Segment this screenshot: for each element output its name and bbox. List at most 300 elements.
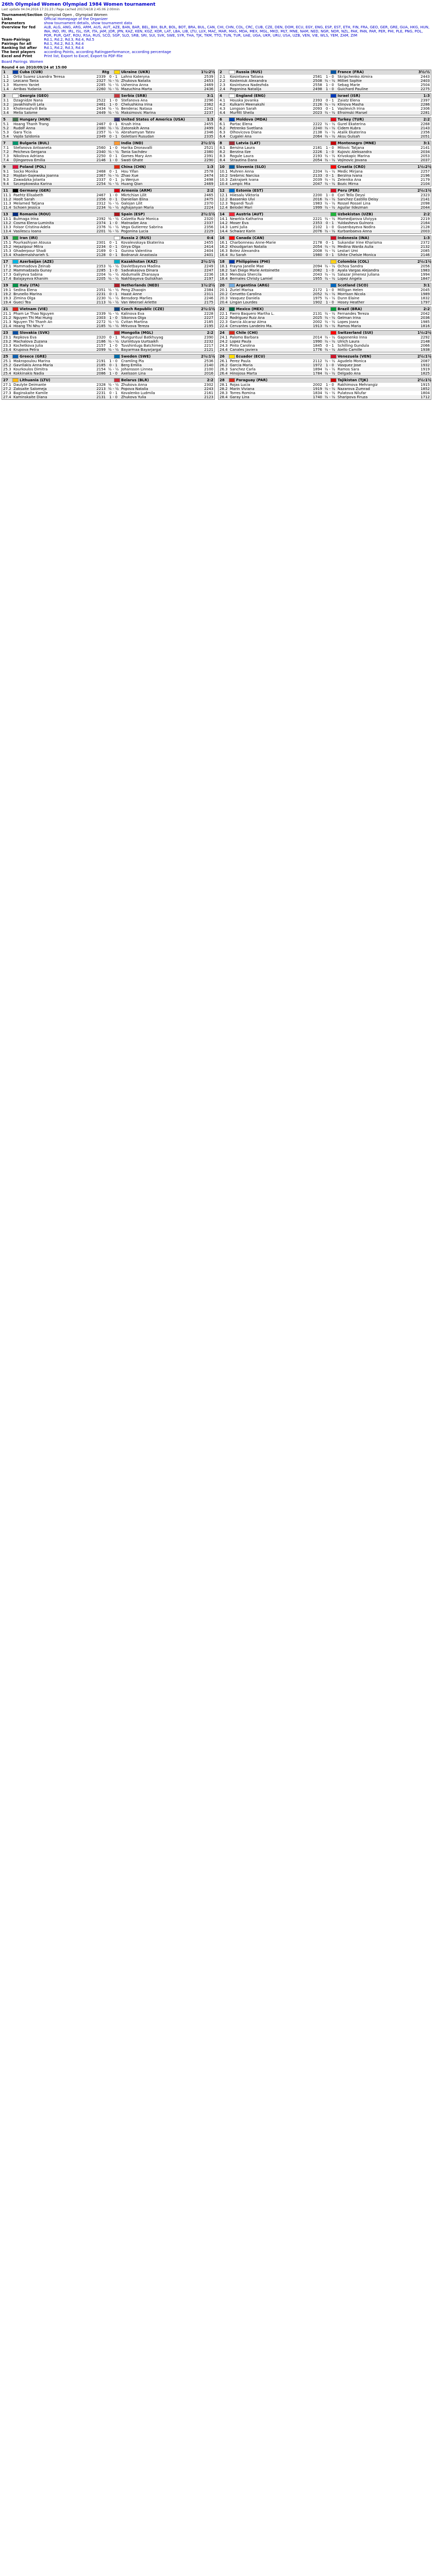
player-white[interactable]: Lopez Paula: [230, 340, 251, 344]
player-black[interactable]: Vasquez Jose: [338, 363, 361, 367]
player-white[interactable]: Bulmaga Irina: [13, 217, 39, 221]
player-white[interactable]: Muhren Anna: [230, 170, 254, 174]
player-white[interactable]: Kulkarni Meenakshi: [230, 103, 265, 107]
player-white[interactable]: Strautina Dana: [230, 158, 257, 162]
player-black[interactable]: Atalik Ekaterina: [338, 130, 366, 134]
team-home[interactable]: Azerbaijan (AZE): [11, 260, 98, 264]
player-white[interactable]: Baginskaite Kamile: [13, 391, 48, 395]
team-home[interactable]: Iran (IRI): [11, 236, 98, 241]
player-white[interactable]: Hinojosa Marta: [230, 371, 257, 376]
player-white[interactable]: Tepandi Tuuli: [230, 201, 254, 206]
player-black[interactable]: Sadvakasova Dinara: [121, 268, 158, 273]
player-black[interactable]: Rossel Rossel Lina: [338, 201, 371, 206]
team-home[interactable]: Poland (POL): [11, 165, 98, 170]
player-white[interactable]: Mammadova Zeinab: [13, 264, 51, 268]
player-black[interactable]: Mazuchina Marta: [121, 87, 152, 91]
team-away[interactable]: Israel (ISR): [329, 94, 416, 98]
team-away[interactable]: Sweden (SWE): [113, 354, 200, 359]
player-black[interactable]: Goletiani Rusudan: [121, 134, 154, 139]
player-black[interactable]: Bayarmaa Bayarjargal: [121, 348, 161, 352]
player-black[interactable]: Sikorova Olga: [121, 316, 146, 320]
player-white[interactable]: Daulyte Deimante: [13, 383, 46, 387]
player-black[interactable]: Guichard Pauline: [338, 87, 368, 91]
player-black[interactable]: Tuvshintugs Batchimeg: [121, 344, 163, 348]
player-white[interactable]: Krupova Petra: [13, 348, 39, 352]
player-black[interactable]: Harika Dronavalli: [121, 146, 153, 150]
player-white[interactable]: Partac Elena: [230, 122, 253, 126]
player-black[interactable]: Bensdorp Marlies: [121, 296, 153, 300]
team-away[interactable]: Armenia (ARM): [113, 189, 200, 193]
team-away[interactable]: China (CHN): [113, 165, 200, 170]
player-white[interactable]: Repkova Eva: [13, 335, 37, 340]
player-white[interactable]: Sanchez Carla: [230, 367, 256, 371]
player-white[interactable]: Mendoza Shercila: [230, 273, 262, 277]
player-black[interactable]: Hou Yifan: [121, 170, 139, 174]
info-value[interactable]: Rd.1, Rd.2, Rd.3, Rd.4, Rd.5: [44, 38, 94, 42]
player-black[interactable]: Zhao Xue: [121, 174, 139, 178]
player-white[interactable]: Galiyeva Sabina: [13, 273, 43, 277]
player-black[interactable]: Lopes Joara: [338, 320, 359, 324]
player-white[interactable]: Kochetkova Julia: [13, 344, 43, 348]
player-black[interactable]: Milligan Helen: [338, 288, 363, 292]
player-white[interactable]: Peicheva Gergana: [13, 150, 46, 154]
player-white[interactable]: Mammadzada Gunay: [13, 268, 52, 273]
player-black[interactable]: Popova Natalia: [121, 387, 148, 391]
team-home[interactable]: Italy (ITA): [11, 283, 98, 288]
player-white[interactable]: Balajayeva Khanim: [13, 277, 48, 281]
player-black[interactable]: Pulatova Nilufar: [338, 391, 366, 395]
player-black[interactable]: Cori Tello Deysi: [338, 193, 365, 197]
player-black[interactable]: Nazarova Zumrad: [338, 387, 370, 391]
team-home[interactable]: Russia (RUS): [228, 70, 315, 75]
team-away[interactable]: Tajikistan (TJK): [329, 378, 416, 383]
player-white[interactable]: Majdan-Gajewska Joanna: [13, 174, 59, 178]
player-black[interactable]: Maksimovic Marina: [121, 111, 156, 115]
player-black[interactable]: Bozic Mirna: [338, 182, 359, 186]
player-black[interactable]: Van Weersel Arlette: [121, 300, 157, 304]
player-black[interactable]: Ramos Maria: [338, 324, 361, 328]
player-white[interactable]: Olhovicova Diana: [230, 130, 262, 134]
team-home[interactable]: Canada (CAN): [228, 236, 315, 241]
player-white[interactable]: Zaksaite Salomeja: [13, 387, 47, 391]
rating-white: 2356: [96, 197, 106, 201]
player-white[interactable]: Rodriguez Ruiz Ana: [230, 316, 265, 320]
player-white[interactable]: Belodel Mari: [230, 206, 253, 210]
player-white[interactable]: Ortiz Suarez Lisandra Teresa: [13, 75, 65, 79]
player-black[interactable]: Kurbanbaeva Anna: [338, 229, 372, 233]
team-away[interactable]: Venezuela (VEN): [329, 354, 416, 359]
player-white[interactable]: Schoen Jessica: [13, 206, 40, 210]
player-white[interactable]: Marrero Yaniet: [13, 83, 40, 87]
player-black[interactable]: Mrkvova Tereza: [121, 324, 149, 328]
player-white[interactable]: Pourkashiyan Atousa: [13, 241, 51, 245]
player-white[interactable]: Nguyen Thi Mai Hung: [13, 316, 53, 320]
player-white[interactable]: Gara Ticia: [13, 130, 32, 134]
player-white[interactable]: Hoang Thi Nhu Y: [13, 324, 44, 328]
team-home[interactable]: Slovenia (SLO): [228, 165, 315, 170]
player-black[interactable]: Cramling Pia: [121, 359, 144, 363]
team-home[interactable]: Chile (CHI): [228, 331, 315, 335]
team-home[interactable]: Hungary (HUN): [11, 117, 98, 122]
player-black[interactable]: Gusenbayeva Nodira: [338, 225, 376, 229]
player-white[interactable]: Hoang Thanh Trang: [13, 122, 49, 126]
player-black[interactable]: Zatonskih Anna: [121, 126, 149, 130]
player-white[interactable]: Moser Eva: [230, 221, 249, 225]
team-away[interactable]: Czech Republic (CZE): [113, 307, 200, 312]
player-white[interactable]: Gueci Tea: [13, 300, 31, 304]
team-home[interactable]: Argentina (ARG): [228, 283, 315, 288]
player-white[interactable]: Socko Monika: [13, 170, 38, 174]
player-black[interactable]: Gomes Mary Ann: [121, 154, 152, 158]
player-black[interactable]: Ochoa Sandra: [338, 264, 363, 268]
player-black[interactable]: Calzetta Ruiz Monica: [121, 217, 159, 221]
player-black[interactable]: Haast Anne: [121, 292, 142, 296]
info-value[interactable]: show tournament details, show tournament data: [44, 21, 132, 25]
player-white[interactable]: Pogonina Natalija: [230, 87, 261, 91]
player-black[interactable]: Zhukova Anna: [121, 383, 147, 387]
player-black[interactable]: Peng Zhaoqin: [121, 288, 146, 292]
player-black[interactable]: Gunina Valentina: [121, 249, 152, 253]
player-white[interactable]: Arribas Yudania: [13, 87, 42, 91]
player-black[interactable]: Uuriintuya Uurtsaikh: [121, 340, 159, 344]
player-black[interactable]: Kujovic Aleksandra: [338, 150, 372, 154]
player-white[interactable]: Newrkla Katharina: [230, 217, 263, 221]
player-white[interactable]: Khoudgarian Natalia: [230, 245, 267, 249]
player-white[interactable]: Zawadzka Jolanta: [13, 178, 45, 182]
player-black[interactable]: Davletbayeva Madina: [121, 264, 161, 268]
player-black[interactable]: Benderac Natasa: [121, 107, 153, 111]
player-black[interactable]: Lestari Umi: [338, 249, 358, 253]
team-away[interactable]: Ukraine (UKR): [113, 70, 200, 75]
team-away[interactable]: Switzerland (SUI): [329, 331, 416, 335]
team-away[interactable]: Spain (ESP): [113, 212, 200, 217]
player-black[interactable]: Medina Warda Aulia: [338, 245, 374, 249]
player-black[interactable]: Tania Sachdev: [121, 150, 147, 154]
player-black[interactable]: Yuldasheva Gulnora: [338, 221, 374, 225]
board-number: 13.1: [3, 217, 11, 221]
player-white[interactable]: Djingarova Emilia: [13, 158, 45, 162]
player-white[interactable]: Charbonneau Anne-Marie: [230, 241, 276, 245]
player-black[interactable]: Chelushkina Irina: [121, 103, 153, 107]
player-black[interactable]: Aguilar Ildezman: [338, 206, 368, 210]
player-black[interactable]: Agudelo Monica: [338, 359, 366, 363]
team-away[interactable]: Indonesia (INA): [329, 236, 416, 241]
team-away[interactable]: France (FRA): [329, 70, 416, 75]
team-away[interactable]: Serbia (SRB): [113, 94, 200, 98]
nav-link-board-pairings[interactable]: Board Pairings: [2, 60, 28, 64]
player-white[interactable]: Szczepkowska Karina: [13, 182, 52, 186]
player-black[interactable]: Lahno Kateryna: [121, 75, 150, 79]
player-black[interactable]: Danielian Elina: [121, 197, 148, 201]
player-white[interactable]: Javakhishvili Lela: [13, 103, 44, 107]
player-black[interactable]: Aiello Camille: [338, 348, 362, 352]
player-black[interactable]: Aksu Gulsah: [338, 134, 360, 139]
player-black[interactable]: Medic Mirjana: [338, 170, 363, 174]
player-white[interactable]: Nguyen Thi Thanh An: [13, 320, 53, 324]
player-white[interactable]: Garcia Alcaraz Alma: [230, 320, 266, 324]
player-black[interactable]: Abdumalik Zhansaya: [121, 273, 159, 277]
player-black[interactable]: Mamedjarova Ulviyya: [338, 217, 377, 221]
player-black[interactable]: Zelenika Ana: [338, 178, 361, 182]
player-white[interactable]: Murfitt Sheila: [230, 111, 254, 115]
player-white[interactable]: Hoolt Sarah: [13, 197, 35, 201]
team-home[interactable]: Estonia (EST): [228, 189, 315, 193]
player-white[interactable]: Schwarz Karin: [230, 229, 256, 233]
player-white[interactable]: Berzina Ilze: [230, 150, 251, 154]
team-away[interactable]: India (IND): [113, 141, 200, 146]
player-black[interactable]: Munguntuul Batkhuyag: [121, 335, 163, 340]
team-away[interactable]: United States of America (USA): [113, 117, 200, 122]
team-home[interactable]: Philippines (PHI): [228, 260, 315, 264]
player-white[interactable]: Vasilescu Ioana: [13, 229, 41, 233]
player-white[interactable]: Garcia Maria: [230, 363, 253, 367]
player-white[interactable]: Lezcano Tania: [13, 79, 39, 83]
player-black[interactable]: Morrison Nicola: [338, 292, 366, 296]
player-black[interactable]: Cvitan Martina: [121, 320, 148, 324]
player-black[interactable]: Vojinovic Jovana: [338, 158, 367, 162]
team-home[interactable]: Latvia (LAT): [228, 141, 315, 146]
player-black[interactable]: Kovalevskaya Ekaterina: [121, 241, 164, 245]
player-white[interactable]: Hiiesalu Viktoria: [230, 193, 259, 197]
player-white[interactable]: Kosintseva Tatiana: [230, 75, 264, 79]
team-home[interactable]: Lithuania (LTU): [11, 378, 98, 383]
player-white[interactable]: Lampic Mia: [230, 182, 250, 186]
player-white[interactable]: Frayna Janelle Mae: [230, 264, 264, 268]
player-white[interactable]: Makropoulou Marina: [13, 359, 51, 363]
player-white[interactable]: Longson Sarah: [230, 107, 257, 111]
player-black[interactable]: Cidem Kubra: [338, 126, 361, 130]
player-black[interactable]: Milovic Tatjana: [338, 146, 364, 150]
player-white[interactable]: Lami Julia: [230, 225, 247, 229]
info-value[interactable]: Rd.1, Rd.2, Rd.3, Rd.4: [44, 46, 84, 50]
nav-link-women[interactable]: Women: [29, 60, 43, 64]
player-white[interactable]: Pinto Carolina: [230, 344, 255, 348]
player-white[interactable]: Dzagnidze Nana: [13, 98, 43, 103]
player-white[interactable]: Kokkinakis Nadia: [13, 371, 44, 376]
player-black[interactable]: Johansson Linnea: [121, 367, 153, 371]
player-white[interactable]: Stefanova Antoaneta: [13, 146, 52, 150]
player-black[interactable]: Salazar Jimenez Juliana: [338, 273, 380, 277]
team-away[interactable]: Brazil (BRA): [329, 307, 416, 312]
player-black[interactable]: Abrahamyan Tatev: [121, 130, 155, 134]
player-white[interactable]: Kosintseva Nadezhda: [230, 83, 269, 87]
team-away[interactable]: Uzbekistan (UZB): [329, 212, 416, 217]
player-white[interactable]: Rogule Laura: [230, 154, 254, 158]
player-white[interactable]: Hejazipour Mitra: [13, 245, 43, 249]
team-home[interactable]: Greece (GRE): [11, 354, 98, 359]
board-row: [2, 264, 214, 268]
player-white[interactable]: Xu Sarah: [230, 253, 246, 257]
player-black[interactable]: Axelsson Lina: [121, 371, 146, 376]
player-white[interactable]: Lingan Lourdes: [230, 300, 258, 304]
player-black[interactable]: Zaiatz Elena: [338, 98, 360, 103]
player-black[interactable]: Fernandes Tereza: [338, 312, 369, 316]
player-white[interactable]: Kourkoulos Dimitra: [13, 367, 48, 371]
player-white[interactable]: Zuriel Marisa: [230, 288, 254, 292]
player-white[interactable]: Ghaderpour Shadi: [13, 249, 46, 253]
player-white[interactable]: Bersina Laura: [230, 146, 255, 150]
player-white[interactable]: Bernales Christy Lamiel: [230, 277, 273, 281]
info-value[interactable]: Print list, Export to Excel, Export to PDF-File: [44, 54, 123, 58]
player-black[interactable]: Swati Ghate: [121, 158, 143, 162]
player-white[interactable]: Cosma Elena-Luminita: [13, 221, 54, 225]
player-white[interactable]: Houska Jovanka: [230, 98, 259, 103]
player-black[interactable]: Pogonina Lucia: [121, 229, 148, 233]
team-away[interactable]: Russia 2 (RUS): [113, 236, 200, 241]
player-black[interactable]: Vasilevich Irina: [338, 107, 365, 111]
board-number: 11.3: [3, 201, 11, 206]
team-away[interactable]: Montenegro (MNE): [329, 141, 416, 146]
team-away[interactable]: Mongolia (MGL): [113, 331, 200, 335]
player-black[interactable]: Stefanova Ana: [121, 98, 148, 103]
team-away[interactable]: Croatia (CRO): [329, 165, 416, 170]
team-away[interactable]: Scotland (SCO): [329, 283, 416, 288]
player-black[interactable]: Mkrtchian Lilit: [121, 193, 147, 197]
team-away[interactable]: Colombia (COL): [329, 260, 416, 264]
player-white[interactable]: Melia Salome: [13, 111, 38, 115]
player-white[interactable]: Rudolf Anna: [13, 126, 36, 130]
player-black[interactable]: Matnadze Ana: [121, 221, 147, 225]
player-black[interactable]: Kovalenko Ludmila: [121, 391, 155, 395]
player-black[interactable]: Efroimski Marsel: [338, 111, 367, 115]
player-white[interactable]: Foisor Cristina-Adela: [13, 225, 51, 229]
team-home[interactable]: Slovakia (SVK): [11, 331, 98, 335]
team-away[interactable]: Kazakhstan (KAZ): [113, 260, 200, 264]
player-white[interactable]: Cervantes Landeiro Ma.: [230, 324, 273, 328]
info-value[interactable]: according Points, according Ratingperformance, according percentage: [44, 50, 171, 54]
team-home[interactable]: Mexico (MEX): [228, 307, 315, 312]
player-black[interactable]: Lopez Angela: [338, 277, 362, 281]
player-white[interactable]: Kosteniuk Alexandra: [230, 79, 267, 83]
team-home[interactable]: Cuba (CUB): [11, 70, 98, 75]
player-white[interactable]: Vajda Szidonia: [13, 134, 40, 139]
player-white[interactable]: Srebrnic Narcisa: [230, 174, 260, 178]
player-black[interactable]: Schilling Gundula: [338, 344, 370, 348]
player-white[interactable]: Petrenko Svetlana: [230, 126, 263, 130]
player-black[interactable]: Berzina Ivana: [338, 174, 362, 178]
match-header: [219, 354, 431, 359]
player-white[interactable]: Zimina Olga: [13, 296, 36, 300]
player-white[interactable]: Torres Romina: [230, 391, 256, 395]
player-white[interactable]: Nikolova Adriana: [13, 154, 44, 158]
player-white[interactable]: Kaminskaite Diana: [13, 395, 47, 399]
player-white[interactable]: Fierro Baquero Martha L.: [230, 312, 275, 316]
team-away[interactable]: Netherlands (NED): [113, 283, 200, 288]
player-black[interactable]: Girya Olga: [121, 245, 141, 249]
team-home[interactable]: Georgia (GEO): [11, 94, 98, 98]
player-black[interactable]: Ushenina Anna: [121, 83, 148, 87]
team-home[interactable]: Vietnam (VIE): [11, 307, 98, 312]
team-match: [218, 70, 431, 92]
player-white[interactable]: Pham Le Thao Nguyen: [13, 312, 54, 316]
player-black[interactable]: Galojan Lilit: [121, 201, 143, 206]
player-black[interactable]: Skripchenko Almira: [338, 75, 373, 79]
player-white[interactable]: Garay Lina: [230, 395, 249, 399]
player-black[interactable]: Ayala Vargas Alejandra: [338, 268, 379, 273]
player-black[interactable]: Nakhbayeva Guliskhan: [121, 277, 163, 281]
player-white[interactable]: Perez Paula: [230, 359, 251, 363]
info-value[interactable]: ALB, ALG, ANG, ARG, ARM, AUS, AUT, AZE, BAN, BAR, BEL, BIH, BLR, BOL, BOT, BRA, BUL, CAN, CHI, CHN, COL, CRC, CUB, CZE, DEN, DOM, ECU, EGY, ENG, ESP, EST, ETH, FIN, FRA, GEO, GER, GRE, GUA, HKG, HUN, INA, IND, IRI, IRL, ISL, ISR, ITA, JAM, JOR, JPN, KAZ, KEN, KGZ, KOR, LAT, LBA, LIB, LTU, LUX, MAC, MAR, MAS, MDA, MEX, MGL, MKD, MLT, MNE, NAM, NED, NGR, NOR, NZL, PAK, PAN, PAR, PER, PHI, PLE, PNG, POL, POR, PUR, QAT, ROU, RSA, RUS, SCO, SGP, SLO, SRB, SRI, SUI, SVK, SWE, SYR, THA, TJK, TKM, TTO, TUN, TUR, UAE, UGA, UKR, URU, USA, UZB, VEN, VIE, WLS, YEM, ZAM, ZIM: [44, 25, 430, 38]
player-black[interactable]: Krivokapic Marina: [338, 154, 370, 158]
player-black[interactable]: Ulrich Laura: [338, 340, 360, 344]
info-value[interactable]: Official Homepage of the Organizer: [44, 17, 108, 21]
player-black[interactable]: Sebag Marie: [338, 83, 360, 87]
game-result: ½ - ½: [108, 87, 119, 91]
player-white[interactable]: Cugalei Ana: [230, 134, 251, 139]
player-white[interactable]: Khotenashvili Bela: [13, 107, 47, 111]
team-home[interactable]: Romania (ROU): [11, 212, 98, 217]
player-black[interactable]: Rakhimova Mehrangiz: [338, 383, 378, 387]
team-home[interactable]: Germany (GER): [11, 189, 98, 193]
player-white[interactable]: Palomo Barbara: [230, 335, 259, 340]
player-white[interactable]: Paehtz Elisabeth: [13, 193, 43, 197]
player-white[interactable]: Marin Viviana: [230, 387, 255, 391]
team-home[interactable]: Bulgaria (BUL): [11, 141, 98, 146]
player-white[interactable]: San Diego Marie Antoinette: [230, 268, 280, 273]
player-black[interactable]: Huang Qian: [121, 182, 143, 186]
player-black[interactable]: Ju Wenjun: [121, 178, 139, 182]
player-black[interactable]: Delgado Ana: [338, 371, 361, 376]
match-header: [2, 117, 214, 122]
player-white[interactable]: Cervetto Carolina: [230, 292, 262, 296]
game-result: ½ - ½: [108, 229, 119, 233]
player-black[interactable]: Zhukova Natalia: [121, 79, 151, 83]
team-home[interactable]: Ecuador (ECU): [228, 354, 315, 359]
player-black[interactable]: Sharipova Firuza: [338, 395, 368, 399]
team-home[interactable]: Austria (AUT): [228, 212, 315, 217]
player-white[interactable]: Gavrilakis Anna-Maria: [13, 363, 53, 367]
team-home[interactable]: England (ENG): [228, 94, 315, 98]
player-black[interactable]: Aghajanyan Maria: [121, 206, 154, 210]
player-white[interactable]: Sedina Elena: [13, 288, 37, 292]
player-white[interactable]: Zakrajsek Ivana: [230, 178, 259, 182]
team-away[interactable]: Belarus (BLR): [113, 378, 200, 383]
player-black[interactable]: Klinova Masha: [338, 103, 364, 107]
player-black[interactable]: Bodnaruk Anastasia: [121, 253, 157, 257]
player-white[interactable]: Brunello Marina: [13, 292, 42, 296]
match-number: 26: [220, 354, 225, 359]
player-black[interactable]: Gaponenko Inna: [338, 335, 367, 340]
team-away[interactable]: Peru (PER): [329, 189, 416, 193]
team-home[interactable]: Paraguay (PAR): [228, 378, 315, 383]
player-white[interactable]: Canales Javiera: [230, 348, 258, 352]
player-black[interactable]: Gurel Ekaterina: [338, 122, 366, 126]
player-black[interactable]: Vega Gutierrez Sabrina: [121, 225, 163, 229]
player-black[interactable]: Zhukova Yulia: [121, 395, 146, 399]
player-white[interactable]: Bassenko Ulvi: [230, 197, 255, 201]
player-black[interactable]: Sihite Chelsie Monica: [338, 253, 376, 257]
player-black[interactable]: Ramos Sara: [338, 367, 359, 371]
player-white[interactable]: Machalova Zuzana: [13, 340, 47, 344]
player-white[interactable]: Botez Alexandra: [230, 249, 260, 253]
player-black[interactable]: Kalinova Eva: [121, 312, 144, 316]
player-black[interactable]: Berg Emilia: [121, 363, 142, 367]
player-white[interactable]: Rojas Lucia: [230, 383, 250, 387]
player-black[interactable]: Sanchez Castillo Deisy: [338, 197, 379, 201]
player-white[interactable]: Melamed Tatjana: [13, 201, 44, 206]
player-black[interactable]: Krush Irina: [121, 122, 141, 126]
player-black[interactable]: Dunn Elaine: [338, 296, 360, 300]
player-black[interactable]: Milliet Sophie: [338, 79, 362, 83]
team-home[interactable]: Moldova (MDA): [228, 117, 315, 122]
player-black[interactable]: Hosey Heather: [338, 300, 365, 304]
player-black[interactable]: Gelman Irina: [338, 316, 361, 320]
player-white[interactable]: Khademalsharieh S.: [13, 253, 49, 257]
info-value[interactable]: Rd.1, Rd.2, Rd.3, Rd.4: [44, 42, 84, 46]
player-black[interactable]: Sukandar Irine Kharisma: [338, 241, 382, 245]
team-away[interactable]: Turkey (TUR): [329, 117, 416, 122]
player-white[interactable]: Vasquez Daniela: [230, 296, 260, 300]
